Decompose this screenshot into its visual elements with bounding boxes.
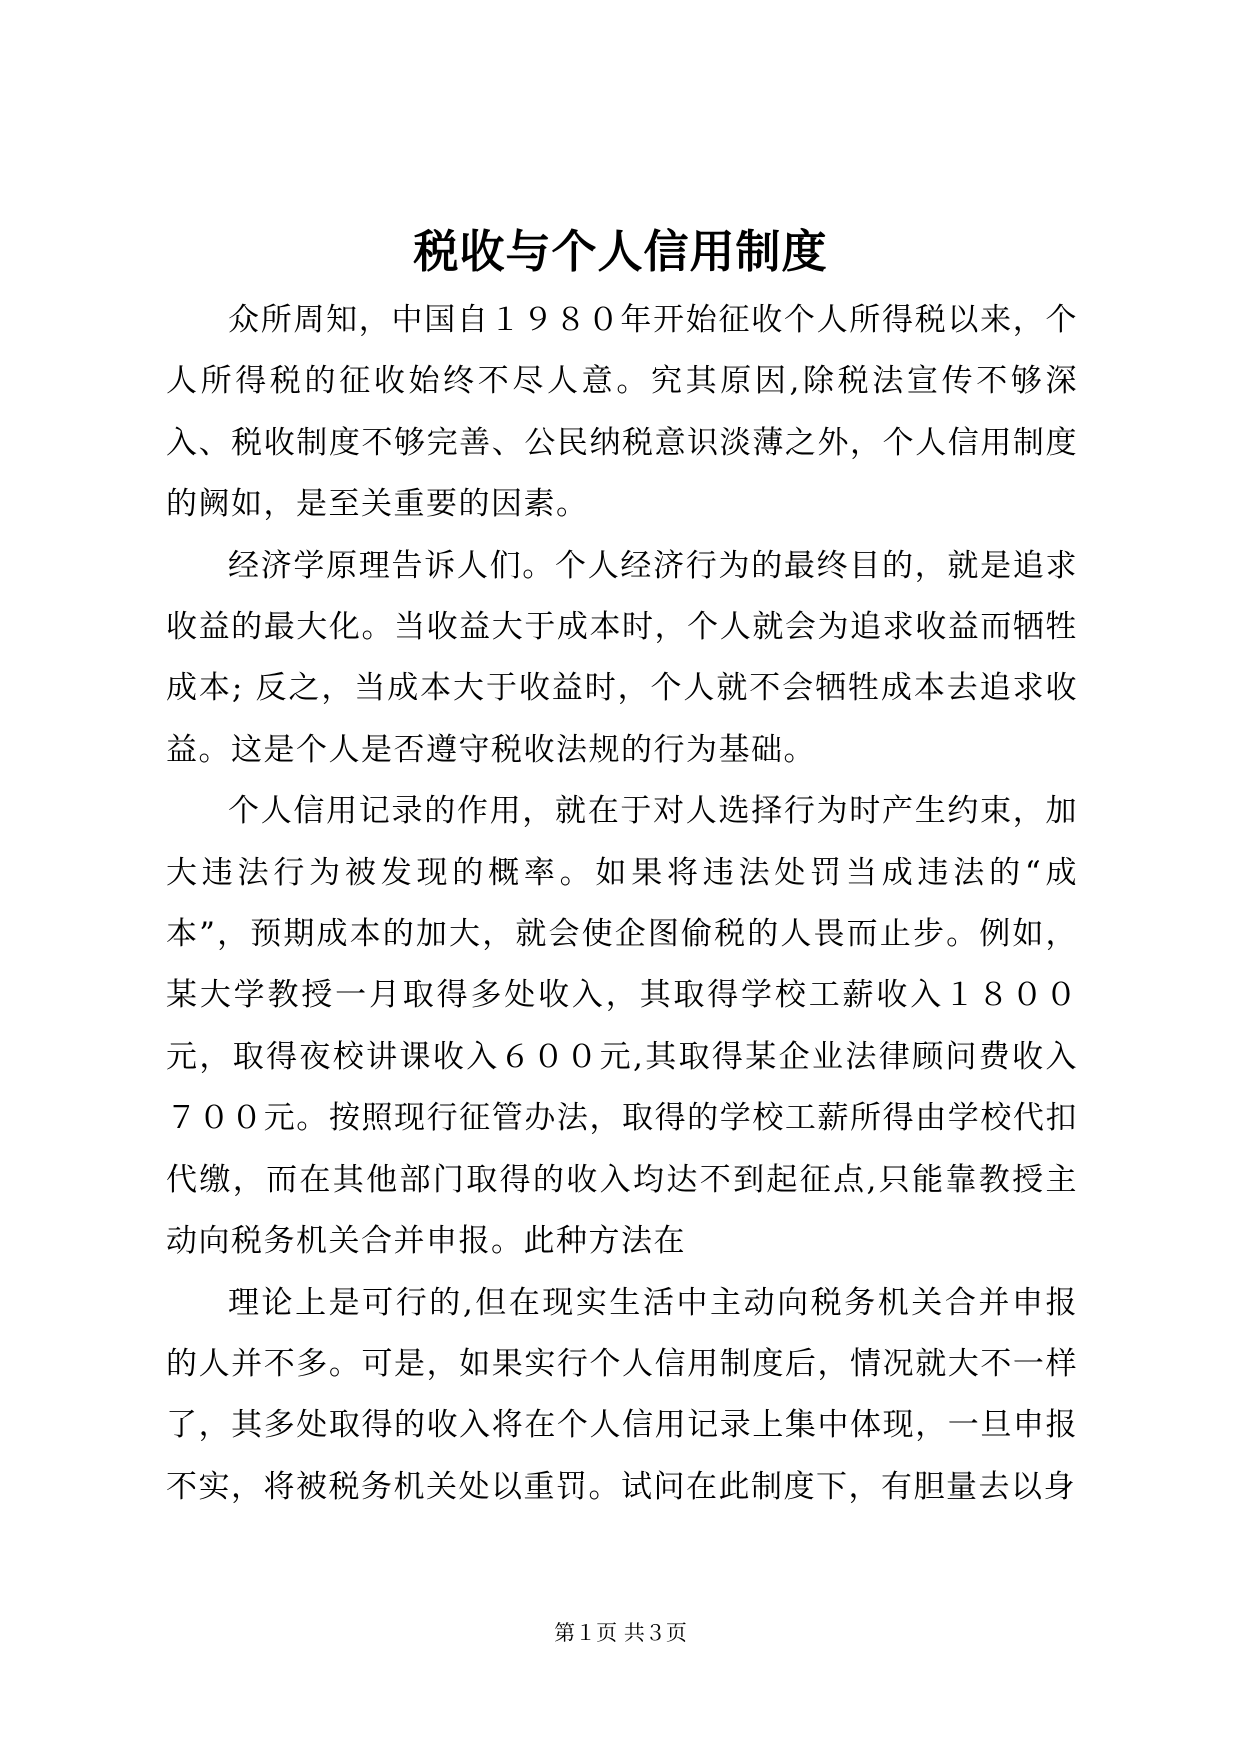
paragraph-2: 经济学原理告诉人们。个人经济行为的最终目的，就是追求收益的最大化。当收益大于成本时，个人就会为追求收益而牺牲成本; 反之，当成本大于收益时，个人就不会牺牲成本去追求收益。这是个人是否遵守税收法规的行为基础。 xyxy=(166,547,1078,768)
paragraph-4: 理论上是可行的,但在现实生活中主动向税务机关合并申报的人并不多。可是，如果实行个人信用制度后，情况就大不一样了，其多处取得的收入将在个人信用记录上集中体现，一旦申报不实，将被税务机关处以重罚。试问在此制度下，有胆量去以身 xyxy=(166,1284,1078,1505)
document-title: 税收与个人信用制度 xyxy=(413,225,828,278)
document-body xyxy=(166,290,1078,1518)
paragraph-1: 众所周知，中国自１９８０年开始征收个人所得税以来，个人所得税的征收始终不尽人意。究其原因,除税法宣传不够深入、税收制度不够完善、公民纳税意识淡薄之外，个人信用制度的阙如，是至关重要的因素。 xyxy=(166,302,1078,523)
paragraph-3: 个人信用记录的作用，就在于对人选择行为时产生约束，加大违法行为被发现的概率。如果将违法处罚当成违法的“成本”，预期成本的加大，就会使企图偷税的人畏而止步。例如，某大学教授一月取得多处收入，其取得学校工薪收入１８００元，取得夜校讲课收入６００元,其取得某企业法律顾问费收入７００元。按照现行征管办法，取得的学校工薪所得由学校代扣代缴，而在其他部门取得的收入均达不到起征点,只能靠教授主动向税务机关合并申报。此种方法在 xyxy=(166,793,1078,1260)
page-number-footer: 第１页 共３页 xyxy=(554,1621,687,1645)
